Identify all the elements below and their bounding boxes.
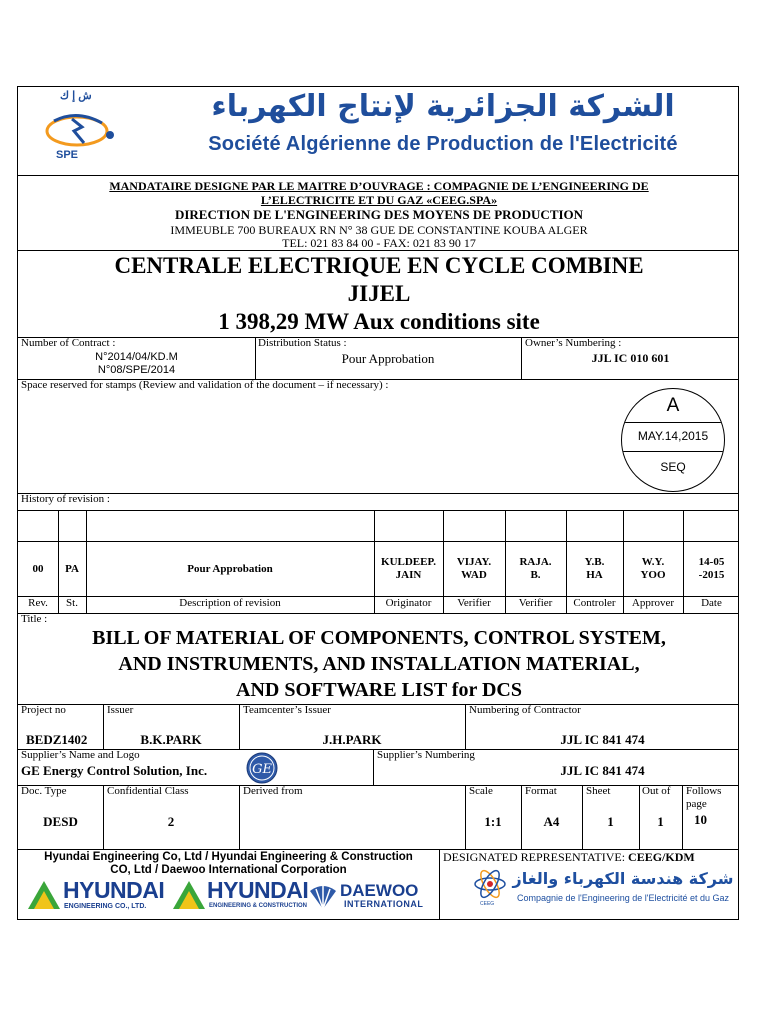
project-no-label: Project no [21,704,66,716]
ge-logo-text: GE [252,762,272,777]
controler-value-1: Y.B. [584,556,605,568]
ge-logo [245,752,279,784]
ceeg-french: Compagnie de l'Engineering de l'Electricité et du Gaz [516,893,730,903]
status-value: PA [65,563,79,575]
header-originator: Originator [385,597,432,609]
project-title-line3: 1 398,29 MW Aux conditions site [218,309,540,334]
controler-value-2: HA [586,569,603,581]
divider [439,849,440,920]
stamp-date: MAY.14,2015 [637,429,709,443]
issuer-label: Issuer [107,704,134,716]
contractor-value: JJL IC 841 474 [560,732,645,747]
ceeg-atom-icon [472,867,508,901]
follows-value: 10 [694,812,707,827]
doc-type-value: DESD [43,814,78,829]
divider [239,785,240,849]
outof-label: Out of [642,785,671,797]
hyundai-2-wordmark: HYUNDAI [207,877,309,903]
verifier2-value-1: RAJA. [519,556,552,568]
header-date: Date [701,597,722,609]
contract-number-label: Number of Contract : [21,337,116,349]
project-title-line2: JIJEL [347,281,411,306]
stamp-divider [622,451,724,452]
hyundai-1-wordmark: HYUNDAI [63,877,165,903]
spe-logo-icon [32,91,132,169]
project-no-value: BEDZ1402 [26,732,88,747]
divider [18,541,738,542]
contract-number-2: N°08/SPE/2014 [97,364,176,376]
originator-value-1: KULDEEP. [381,556,436,568]
divider [18,613,738,614]
designated-representative [443,850,695,865]
distribution-label: Distribution Status : [258,337,347,349]
hyundai-engineering-logo [26,877,176,913]
daewoo-shell-icon [308,881,338,911]
doc-title-line1: BILL OF MATERIAL OF COMPONENTS, CONTROL SYSTEM, [92,627,666,649]
spe-abbr: SPE [56,149,79,161]
divider [18,175,738,176]
stamp-letter: A [666,395,680,416]
hyundai-1-sub: ENGINEERING CO., LTD. [64,903,147,910]
spe-arabic-short: ش إ ك [60,90,92,102]
daewoo-sub: INTERNATIONAL [344,899,424,909]
doc-type-label: Doc. Type [21,785,67,797]
tc-issuer-label: Teamcenter’s Issuer [243,704,331,716]
hyundai-text-2: CO, Ltd / Daewoo International Corporation [110,864,347,876]
spe-arabic-name: الشركة الجزائرية لإنتاج الكهرباء [211,89,675,124]
issuer-value: B.K.PARK [140,732,202,747]
revision-label: History of revision : [21,493,110,505]
derived-label: Derived from [243,785,303,797]
verifier2-value-2: B. [530,569,541,581]
hyundai-text: Hyundai Engineering Co, Ltd / Hyundai Engineering & Construction [44,851,413,863]
divider [682,785,683,849]
class-label: Confidential Class [107,785,189,797]
scale-value: 1:1 [484,814,502,829]
description-value: Pour Approbation [187,563,273,575]
approver-value-2: YOO [640,569,666,581]
ceeg-arabic: شركة هندسة الكهرباء والغاز [512,869,734,888]
divider [18,250,738,251]
stamp-seq: SEQ [660,460,686,474]
doc-title-line2: AND INSTRUMENTS, AND INSTALLATION MATERIAL, [118,653,640,675]
tel-fax: TEL: 021 83 84 00 - FAX: 021 83 90 17 [282,236,476,250]
supplier-numbering-label: Supplier’s Numbering [377,749,475,761]
stamp-divider [622,422,724,423]
designated-value: CEEG/KDM [628,850,695,864]
verifier1-value-1: VIJAY. [456,556,492,568]
ge-logo-icon [245,752,279,784]
divider [18,510,738,511]
designated-label: DESIGNATED REPRESENTATIVE: [443,850,629,864]
header-verifier-1: Verifier [457,597,491,609]
contractor-label: Numbering of Contractor [469,704,581,716]
sheet-value: 1 [607,814,614,829]
header-controler: Controler [573,597,616,609]
scale-label: Scale [469,785,493,797]
follows-label-1: Follows [686,785,722,797]
divider [18,493,738,494]
stamps-label: Space reserved for stamps (Review and validation of the document – if necessary) : [21,379,389,391]
header-description: Description of revision [179,597,281,609]
header-verifier-2: Verifier [518,597,553,609]
supplier-name: GE Energy Control Solution, Inc. [21,763,208,778]
sheet-label: Sheet [586,785,611,797]
divider [373,749,374,785]
ceeg-abbr: CEEG [480,901,495,907]
rev-value: 00 [32,563,44,575]
follows-label-2: page [686,798,707,810]
originator-value-2: JAIN [395,569,422,581]
doc-title-line3: AND SOFTWARE LIST for DCS [236,679,522,701]
ceeg-logo [472,867,512,911]
document-sheet [17,86,739,920]
contract-number-1: N°2014/04/KD.M [95,351,178,363]
divider [18,337,738,338]
format-label: Format [525,785,557,797]
title-label: Title : [21,613,48,625]
hyundai-triangle-icon [26,879,62,911]
hyundai-2-sub: ENGINEERING & CONSTRUCTION [209,903,308,909]
owner-value: JJL IC 010 601 [591,351,670,365]
approver-value-1: W.Y. [641,556,665,568]
approval-stamp [621,388,725,492]
spe-french-name: Société Algérienne de Production de l'Electricité [208,133,678,155]
format-value: A4 [543,814,560,829]
header-rev: Rev. [28,597,48,609]
owner-label: Owner’s Numbering : [525,337,622,349]
verifier1-value-2: WAD [461,569,487,581]
date-value-2: -2015 [698,569,725,581]
date-value-1: 14-05 [698,556,725,568]
direction: DIRECTION DE L'ENGINEERING DES MOYENS DE PRODUCTION [174,207,584,222]
supplier-numbering: JJL IC 841 474 [560,763,645,778]
address: IMMEUBLE 700 BUREAUX RN N° 38 GUE DE CONSTANTINE KOUBA ALGER [170,223,588,237]
class-value: 2 [167,814,175,829]
daewoo-wordmark: DAEWOO [340,881,419,900]
mandate-line1: MANDATAIRE DESIGNE PAR LE MAITRE D’OUVRAGE : COMPAGNIE DE L’ENGINEERING DE [109,179,649,193]
header-st: St. [66,597,78,609]
outof-value: 1 [657,814,664,829]
spe-logo [32,91,132,169]
supplier-name-label: Supplier’s Name and Logo [21,749,140,761]
project-title-line1: CENTRALE ELECTRIQUE EN CYCLE COMBINE [114,253,644,278]
distribution-value: Pour Approbation [341,351,435,366]
header-approver: Approver [631,597,675,609]
tc-issuer-value: J.H.PARK [322,732,382,747]
hyundai-construction-logo [171,877,311,913]
daewoo-logo [308,879,436,913]
hyundai-triangle-icon [171,879,207,911]
mandate-line2: L’ELECTRICITE ET DU GAZ «CEEG.SPA» [260,193,498,207]
